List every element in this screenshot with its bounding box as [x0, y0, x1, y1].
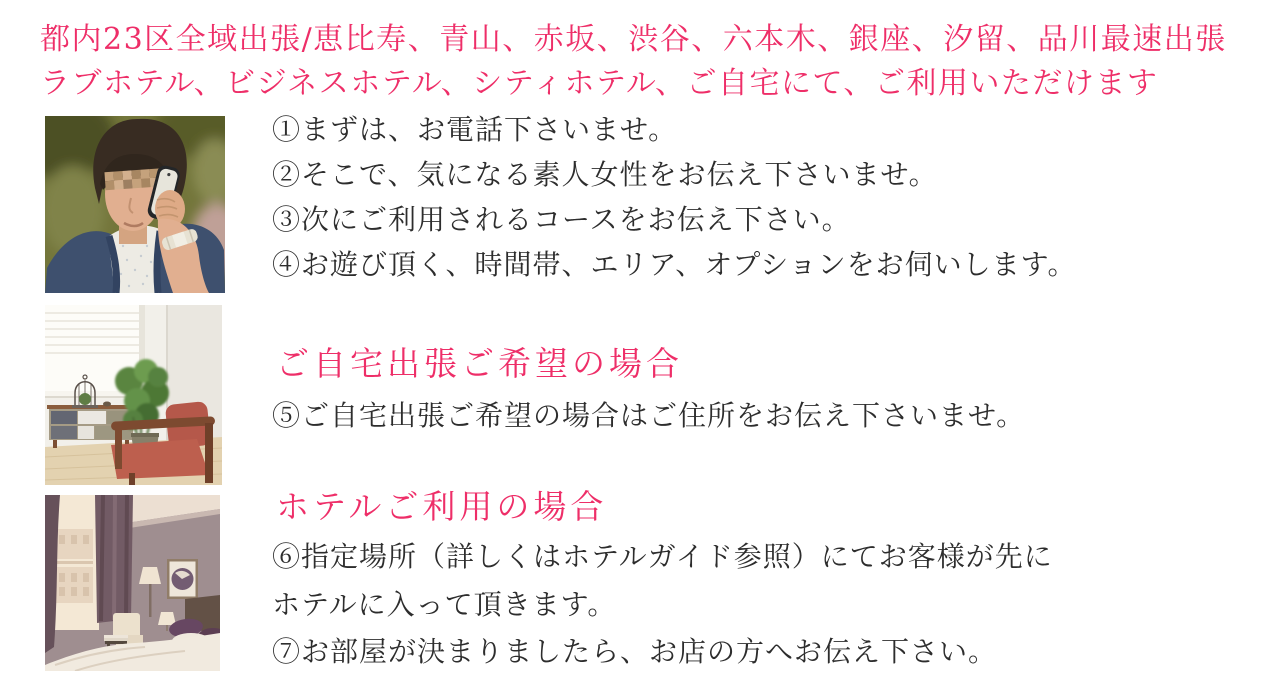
- living-room-illustration: [45, 305, 222, 485]
- page-title-line2: ラブホテル、ビジネスホテル、シティホテル、ご自宅にて、ご利用いただけます: [40, 66, 1159, 101]
- step-1: ①まずは、お電話下さいませ。: [272, 113, 678, 146]
- hotel-bedroom-photo: [45, 495, 220, 671]
- step-4: ④お遊び頂く、時間帯、エリア、オプションをお伺いします。: [272, 248, 1077, 281]
- page-title-line1: 都内23区全域出張/恵比寿、青山、赤坂、渋谷、六本木、銀座、汐留、品川最速出張: [40, 22, 1227, 57]
- section-heading-hotel-use: ホテルご利用の場合: [276, 487, 608, 526]
- man-on-phone-illustration: [45, 116, 225, 293]
- step-7: ⑦お部屋が決まりましたら、お店の方へお伝え下さい。: [272, 635, 998, 668]
- step-6-continued: ホテルに入って頂きます。: [272, 588, 617, 621]
- hotel-bedroom-illustration: [45, 495, 220, 671]
- step-3: ③次にご利用されるコースをお伝え下さい。: [272, 203, 851, 236]
- living-room-photo: [45, 305, 222, 485]
- step-5: ⑤ご自宅出張ご希望の場合はご住所をお伝え下さいませ。: [272, 399, 1026, 432]
- section-heading-home-visit: ご自宅出張ご希望の場合: [276, 344, 683, 383]
- step-6: ⑥指定場所（詳しくはホテルガイド参照）にてお客様が先に: [272, 540, 1053, 573]
- bird-figurine: [103, 402, 111, 407]
- man-on-phone-photo: [45, 116, 225, 293]
- step-2: ②そこで、気になる素人女性をお伝え下さいませ。: [272, 158, 938, 191]
